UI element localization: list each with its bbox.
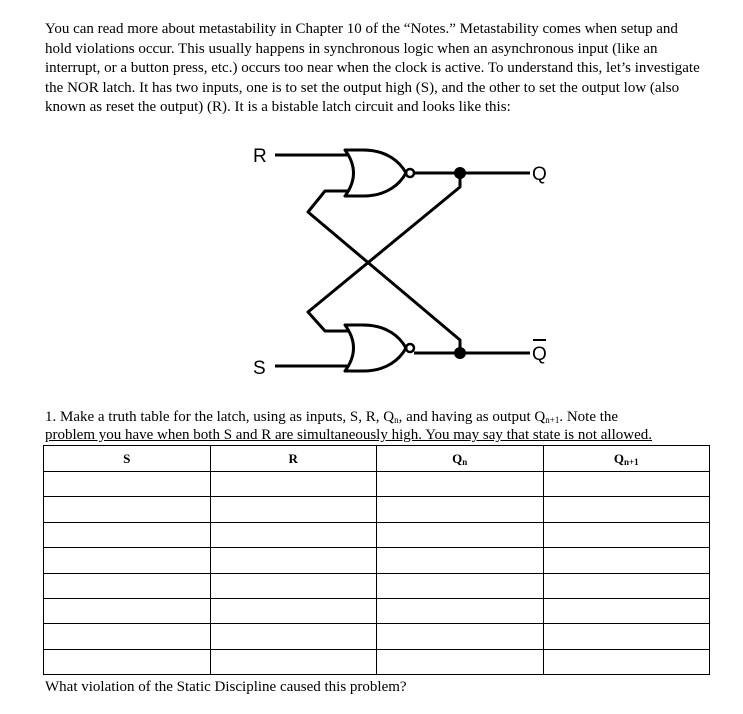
table-cell[interactable] — [543, 573, 710, 598]
table-cell[interactable] — [543, 649, 710, 674]
footer-question: What violation of the Static Discipline caused this problem? — [45, 679, 407, 695]
label-r: R — [253, 146, 267, 167]
table-cell[interactable] — [44, 522, 211, 547]
table-cell[interactable] — [543, 598, 710, 623]
header-s: S — [44, 446, 211, 472]
wire-bottom-feedback-in — [308, 173, 460, 331]
table-cell[interactable] — [543, 472, 710, 497]
table-row — [44, 548, 710, 573]
table-cell[interactable] — [210, 598, 377, 623]
table-cell[interactable] — [44, 548, 211, 573]
nor-gate-bottom-bubble — [406, 344, 414, 352]
table-cell[interactable] — [377, 649, 544, 674]
table-cell[interactable] — [543, 522, 710, 547]
table-cell[interactable] — [377, 472, 544, 497]
table-row — [44, 573, 710, 598]
table-cell[interactable] — [44, 573, 211, 598]
header-qn1: $Q_{n+1}$ — [543, 446, 710, 472]
label-s: S — [253, 358, 266, 379]
table-cell[interactable] — [377, 497, 544, 522]
question-1-line-1: 1. Make a truth table for the latch, using as inputs, S, R, $Q_n$, and having as output $Q_{n+1}$. Note the — [45, 409, 619, 425]
table-cell[interactable] — [44, 472, 211, 497]
table-cell[interactable] — [543, 497, 710, 522]
nor-latch-diagram — [245, 132, 555, 387]
truth-table-body — [44, 472, 710, 675]
table-cell[interactable] — [543, 548, 710, 573]
junction-dot-qbar — [454, 347, 466, 359]
table-row — [44, 497, 710, 522]
table-cell[interactable] — [543, 624, 710, 649]
table-cell[interactable] — [44, 598, 211, 623]
question-1-line-2: problem you have when both S and R are simultaneously high. You may say that state is not allowed. — [45, 427, 653, 443]
table-row — [44, 522, 710, 547]
intro-paragraph: You can read more about metastability in Chapter 10 of the “Notes.” Metastability comes when setup and hold violations occur. This usually happens in synchronous logic when an asynchronous input (like an interrupt, or a button press, etc.) occurs too near when the clock is active. To understand this, let’s investigate the NOR latch. It has two inputs, one is to set the output high (S), and the other to set the output low (also known as reset the output) (R). It is a bistable latch circuit and looks like this: — [45, 21, 700, 115]
table-cell[interactable] — [377, 573, 544, 598]
truth-table — [43, 445, 710, 675]
table-cell[interactable] — [377, 548, 544, 573]
table-cell[interactable] — [377, 522, 544, 547]
table-row — [44, 472, 710, 497]
header-qn: $Q_n$ — [377, 446, 544, 472]
table-cell[interactable] — [377, 598, 544, 623]
table-row — [44, 649, 710, 674]
table-cell[interactable] — [210, 573, 377, 598]
table-cell[interactable] — [44, 649, 211, 674]
table-cell[interactable] — [210, 497, 377, 522]
table-cell[interactable] — [210, 522, 377, 547]
table-cell[interactable] — [210, 472, 377, 497]
nor-gate-top — [345, 150, 406, 196]
table-cell[interactable] — [210, 624, 377, 649]
table-row — [44, 624, 710, 649]
header-r: R — [210, 446, 377, 472]
table-row — [44, 598, 710, 623]
table-cell[interactable] — [210, 649, 377, 674]
label-q: Q — [532, 164, 547, 185]
truth-table-header-row — [44, 446, 710, 472]
table-cell[interactable] — [377, 624, 544, 649]
junction-dot-q — [454, 167, 466, 179]
table-cell[interactable] — [210, 548, 377, 573]
label-qbar: Q — [532, 344, 547, 365]
nor-gate-bottom — [345, 325, 406, 371]
table-cell[interactable] — [44, 624, 211, 649]
table-cell[interactable] — [44, 497, 211, 522]
nor-gate-top-bubble — [406, 169, 414, 177]
question-1 — [45, 408, 710, 444]
